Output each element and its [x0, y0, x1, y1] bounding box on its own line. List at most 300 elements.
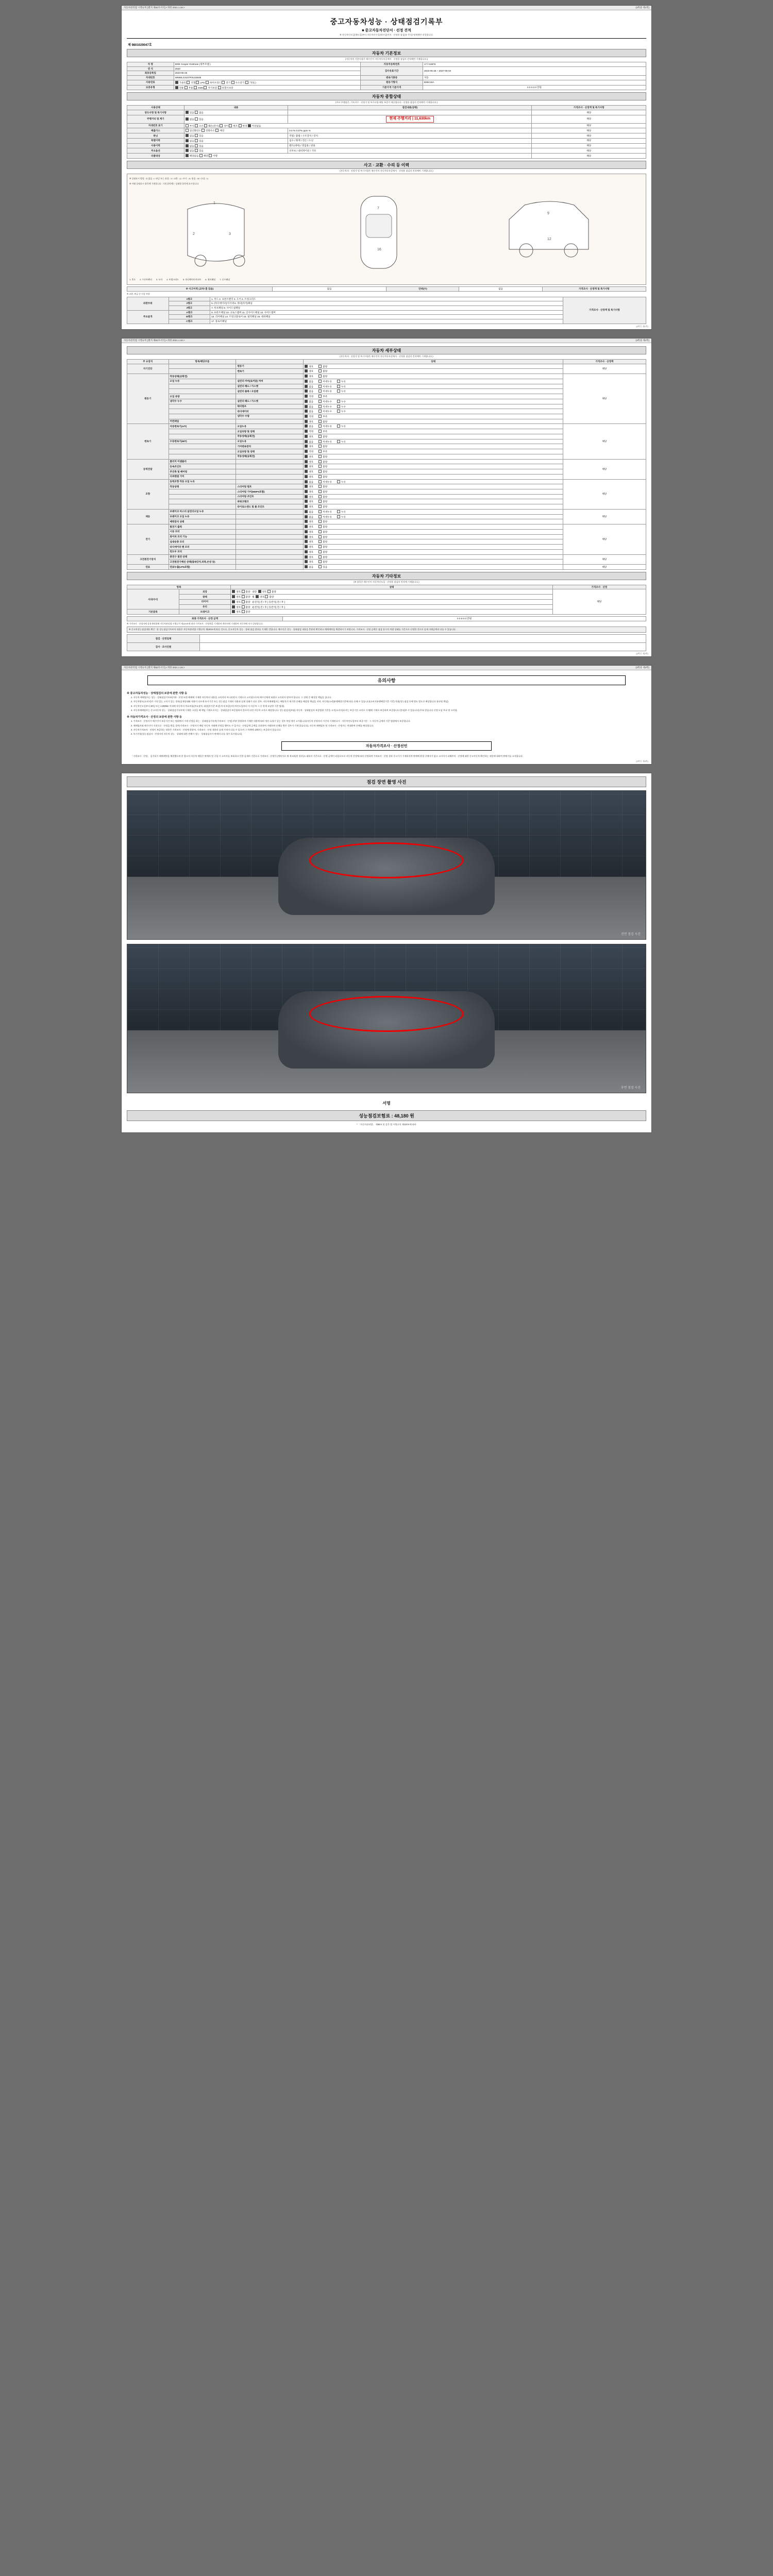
etc-item2-label: 내장: [252, 590, 257, 594]
cell-label: 차대번호: [127, 76, 174, 80]
fuel-option[interactable]: 전기: [222, 81, 230, 84]
option-checkbox[interactable]: 있음: [186, 111, 194, 114]
option-checkbox[interactable]: 없음: [186, 145, 194, 147]
basic-info-band: 자동차 기본정보: [127, 49, 646, 57]
option-checkbox[interactable]: 불량: [318, 546, 327, 548]
row-price: 해당: [532, 154, 646, 159]
car-top-diagram: [350, 189, 407, 276]
page-2: [121, 338, 652, 657]
device-item-label: [169, 504, 236, 510]
page-2-topbar: [122, 338, 651, 343]
option-checkbox[interactable]: 불량: [318, 536, 327, 538]
device-subitem-label: 작동상태(공회전): [236, 454, 304, 459]
option-checkbox[interactable]: 양호: [305, 526, 313, 528]
device-subitem-label: [236, 560, 304, 565]
option-checkbox[interactable]: 불량: [318, 540, 327, 543]
option-checkbox[interactable]: 불량: [242, 590, 250, 593]
option-checkbox[interactable]: 누유: [337, 440, 346, 443]
option-checkbox[interactable]: 불량: [318, 375, 327, 378]
cell-label: 원동기형식: [361, 80, 423, 85]
option-checkbox[interactable]: 누유: [337, 425, 346, 428]
etc-group-label: 사외/수리: [127, 589, 179, 609]
option-checkbox[interactable]: 양호: [305, 370, 313, 372]
row-detail: 적법 / 불법 / 구조장치 / 장치: [288, 133, 532, 139]
legend-item: 6. 쿼터패널: [205, 278, 216, 281]
option-checkbox[interactable]: 적정: [305, 415, 313, 418]
option-checkbox[interactable]: 없음: [186, 134, 194, 137]
row-detail: 선루프 / 내비게이션 / 기타: [288, 148, 532, 154]
option-checkbox[interactable]: 양호: [305, 490, 313, 493]
device-subitem-label: [236, 469, 304, 474]
option-checkbox[interactable]: 미세누수: [318, 410, 332, 413]
device-subitem-label: [236, 554, 304, 560]
inspection-fee-band: 성능점검보험료 : 48,180 원: [127, 1110, 646, 1121]
warranty-option[interactable]: 자기보증: [204, 87, 217, 89]
table-row: [127, 509, 646, 514]
fuel-option[interactable]: LPG: [196, 81, 205, 84]
fuel-option[interactable]: 디젤: [187, 81, 195, 84]
detail-sub: (자동차의 · 선정가 및 특기사항은 매수인이 자동차등록증에서 · 선정용 점검의 견적에만 기재합니다.): [340, 354, 433, 358]
option-checkbox[interactable]: 양호: [305, 476, 313, 478]
option-checkbox[interactable]: 양호: [305, 556, 313, 558]
option-checkbox[interactable]: 해당없음: [186, 155, 199, 157]
parts-rank-table: [127, 297, 646, 324]
option-checkbox[interactable]: 불량: [318, 505, 327, 508]
option-checkbox[interactable]: 없음: [305, 410, 313, 413]
device-subitem-label: [236, 529, 304, 534]
option-checkbox[interactable]: 부식: [186, 125, 194, 127]
option-checkbox[interactable]: 없음: [195, 111, 204, 114]
option-checkbox[interactable]: 불량: [318, 476, 327, 478]
option-checkbox[interactable]: 적정: [305, 395, 313, 398]
device-item-label: [169, 429, 236, 434]
option-checkbox[interactable]: 미세누유: [318, 440, 332, 443]
option-checkbox[interactable]: 불량: [318, 551, 327, 553]
row-label: 주요옵션: [127, 148, 184, 154]
device-state-options: [304, 389, 563, 394]
device-item-label: 오일 누유: [169, 379, 236, 384]
etc-item-label: 브레이크: [179, 609, 231, 615]
option-checkbox[interactable]: 없음: [305, 440, 313, 443]
option-checkbox[interactable]: 불량: [318, 470, 327, 473]
cell-label: 자동차등록번호: [361, 62, 423, 67]
page-3-topbar: [122, 666, 651, 670]
device-item-label: 수동변속기(M/T): [169, 439, 236, 444]
table-row: [127, 554, 646, 560]
photo-caption: 전면 점검 사진: [620, 933, 641, 936]
parts-items: 9. 프론트패널 10. 크로스멤버 11. 인사이드패널 12. 사이드멤버: [210, 310, 563, 315]
option-checkbox[interactable]: 미세누수: [318, 400, 332, 403]
row-label: 특별이력: [127, 138, 184, 143]
device-group-label: 전기: [127, 524, 169, 554]
option-checkbox[interactable]: 양호: [305, 520, 313, 523]
device-item-label: 시동 모터: [169, 529, 236, 534]
device-state-options: [304, 424, 563, 429]
device-group-label: 동력전달: [127, 459, 169, 479]
option-checkbox[interactable]: 양호: [305, 420, 313, 423]
etc-item-label: 광택: [179, 595, 231, 600]
option-checkbox[interactable]: 미세누유: [318, 390, 332, 393]
option-checkbox[interactable]: 불량: [318, 435, 327, 438]
option-checkbox[interactable]: 불량: [242, 601, 250, 603]
notice-paragraph: 2. 자동차양도(소비자)가 거짓 있는 고지가 있는 경우(실제상태와 내용이 다르게 표시기간 또는 성능점검 기재의 내용과 실제 상태가 다른 경우, 자동차매매업자는 해당자가 제기한 손해를 배상할 책임을 지며, 자동차(소비)분쟁해결기준에 따른 손해 수 있습니다(소비자분쟁해결기준 기준) 적용(성능점검 등에 별도 별도로 배상합니다 본다면 책임).: [131, 700, 449, 703]
basic-info-table: [127, 62, 646, 90]
option-checkbox[interactable]: 불량: [318, 485, 327, 488]
etc-options: [231, 609, 552, 615]
device-item-label: [169, 434, 236, 439]
option-checkbox[interactable]: 양호: [305, 365, 313, 368]
cell-value: 자동: [423, 76, 646, 80]
parts-rank-label: 1랭크: [169, 297, 210, 301]
option-checkbox[interactable]: 누수: [337, 400, 346, 403]
col-price: 가격조사 · 산정: [552, 585, 646, 589]
form-reference: 자동차관리법 시행규칙 [별지 제82호서식] <개정 2021.1.18.>: [124, 338, 185, 342]
accident-price-label: 가격조사 · 산정액 및 특기사항: [542, 286, 646, 291]
option-checkbox[interactable]: 있음: [195, 145, 204, 147]
option-checkbox[interactable]: 변조: [229, 125, 238, 127]
device-item-label: [169, 499, 236, 504]
signature-label: 점검 · 산정업체: [127, 635, 200, 643]
row-detail: [288, 110, 532, 115]
composite-state-table: [127, 105, 646, 158]
drive-label: 보증유형: [127, 85, 174, 90]
table-row: [127, 128, 646, 133]
device-group-label: 원동기: [127, 374, 169, 424]
device-subitem-label: 타이로드엔드 및 볼 조인트: [236, 504, 304, 510]
device-item-label: 작동상태(공회전): [169, 374, 236, 379]
option-checkbox[interactable]: 누유: [337, 516, 346, 518]
col-state: 상태: [304, 359, 563, 364]
total-note: ※ 가격조사 · 산정자에 상용계약위해 자동차관리법 시행규칙 제120조에 따라 가격조사 · 산정액을 기재하며 계약서에 기재하여 자동차에 의거 설명합니다.: [127, 622, 263, 625]
table-row: [127, 66, 646, 71]
form-reference: 자동차관리법 시행규칙 [별지 제82호서식] <개정 2021.1.18.>: [124, 666, 185, 669]
table-row: [127, 62, 646, 67]
option-checkbox[interactable]: 불량: [318, 455, 327, 458]
table-row: [127, 123, 646, 128]
row-label: 배출가스: [127, 128, 184, 133]
row-options: [184, 115, 288, 123]
device-state-options: [304, 499, 563, 504]
page-1: [121, 5, 652, 330]
cell-value: 2023-05-26 ~ 2027-05-04: [423, 66, 646, 75]
device-state-options: [304, 539, 563, 545]
option-checkbox[interactable]: 부족: [318, 430, 327, 433]
device-item-label: 커먼레일: [169, 419, 236, 424]
device-state-options: [304, 545, 563, 550]
row-options: [184, 154, 532, 159]
row-options: [184, 148, 288, 154]
option-checkbox[interactable]: 불량: [318, 465, 327, 468]
table-row: [127, 635, 646, 643]
page-4: [121, 773, 652, 1133]
option-checkbox[interactable]: 없음: [305, 481, 313, 483]
device-item-label: 연료누출(LPG포함): [169, 565, 236, 570]
option-checkbox[interactable]: 미세누유: [318, 425, 332, 428]
option-checkbox[interactable]: 해당: [199, 155, 208, 157]
option-checkbox[interactable]: 없음: [305, 400, 313, 403]
option-checkbox[interactable]: 이상없음: [248, 125, 261, 127]
row-price: 해당: [532, 133, 646, 139]
option-checkbox[interactable]: 있음: [195, 149, 204, 152]
detail-band: 자동차 세부상태: [127, 346, 646, 354]
option-checkbox[interactable]: 불량: [267, 590, 276, 593]
device-subitem-label: 워터펌프: [236, 404, 304, 409]
option-checkbox[interactable]: 누유: [337, 380, 346, 383]
option-checkbox[interactable]: 불량: [318, 500, 327, 503]
device-item-label: [169, 404, 236, 409]
option-checkbox[interactable]: 불량: [318, 556, 327, 558]
device-state-options: [304, 414, 563, 419]
page-1-topbar: [122, 6, 651, 10]
detail-body: [127, 364, 646, 569]
device-state-options: [304, 519, 563, 524]
option-checkbox[interactable]: 없음: [305, 511, 313, 513]
parts-items: 1. 후드 2. 프론트펜더 3. 도어 4. 트렁크리드: [210, 297, 563, 301]
option-checkbox[interactable]: 있음: [195, 118, 204, 121]
option-checkbox[interactable]: 불량: [242, 606, 250, 608]
option-checkbox[interactable]: 적정: [305, 450, 313, 453]
option-checkbox[interactable]: 양호: [232, 606, 241, 608]
cell-value: WMWLG3107P2U15648: [174, 76, 361, 80]
drive-option[interactable]: 전륜: [175, 87, 184, 89]
option-checkbox[interactable]: 상이: [220, 125, 228, 127]
device-subitem-label: 실린더 헤드 / 가스켓: [236, 384, 304, 389]
fuel-option[interactable]: 가솔린: [175, 81, 186, 84]
page-footer: (3쪽중 제3쪽): [636, 759, 648, 762]
device-state-options: [304, 384, 563, 389]
row-label: 차대번호 표기: [127, 123, 184, 128]
table-row: [127, 479, 646, 484]
option-checkbox[interactable]: 없음: [305, 516, 313, 518]
etc-item2-label: 운전석[ 전 / 후 ] 동반석[ 전 / 후 ]: [252, 600, 285, 603]
row-price: 해당: [532, 110, 646, 115]
device-item-label: 라디에이터 팬 모터: [169, 545, 236, 550]
device-item-label: 냉각수 누수: [169, 399, 236, 404]
device-item-label: 작동상태: [169, 484, 236, 489]
option-checkbox[interactable]: 양호: [232, 601, 241, 603]
option-checkbox[interactable]: 미세누수: [318, 405, 332, 408]
table-row: [127, 138, 646, 143]
option-checkbox[interactable]: 양호: [305, 485, 313, 488]
option-checkbox[interactable]: 누수: [337, 410, 346, 413]
option-checkbox[interactable]: 양호: [256, 596, 264, 598]
etc-sub: (※ 항목은 매수인이 자동차인도일 · 선정용 점검의 견적에 기재합니다.): [354, 580, 419, 583]
option-checkbox[interactable]: 있음: [195, 140, 204, 142]
highlight-oval: [309, 996, 464, 1032]
option-checkbox[interactable]: 미세누유: [318, 380, 332, 383]
device-subitem-label: 실린더 블록 / 오일팬: [236, 389, 304, 394]
fuel-option[interactable]: 하이브리드: [206, 81, 221, 84]
option-checkbox[interactable]: 부족: [318, 415, 327, 418]
cell-label: 변속기종류: [361, 76, 423, 80]
device-state-options: [304, 514, 563, 519]
device-price: 해당: [563, 459, 646, 479]
legend-item: 5. 라디에이터서포트: [182, 278, 201, 281]
option-checkbox[interactable]: 누유: [337, 481, 346, 483]
option-checkbox[interactable]: 변경: [239, 125, 247, 127]
signature-value[interactable]: [199, 635, 646, 643]
device-state-options: [304, 469, 563, 474]
table-row: [127, 589, 646, 595]
option-checkbox[interactable]: 양호: [305, 435, 313, 438]
option-checkbox[interactable]: 양호: [305, 531, 313, 533]
warranty-option[interactable]: 보험사보증: [218, 87, 233, 89]
option-checkbox[interactable]: 불량: [318, 461, 327, 463]
option-checkbox[interactable]: 누유: [337, 385, 346, 388]
device-group-label: 제동: [127, 509, 169, 524]
option-checkbox[interactable]: 누유: [337, 390, 346, 393]
option-checkbox[interactable]: 불량: [318, 370, 327, 372]
option-checkbox[interactable]: 있음: [318, 566, 327, 568]
option-checkbox[interactable]: 양호: [258, 590, 267, 593]
option-checkbox[interactable]: 적정: [305, 430, 313, 433]
option-checkbox[interactable]: 미세누유: [318, 511, 332, 513]
table-header-row: [127, 585, 646, 589]
parts-rank-label: B랭크: [169, 315, 210, 319]
device-subitem-label: 라디에이터: [236, 409, 304, 414]
svg-text:2: 2: [193, 232, 195, 236]
option-checkbox[interactable]: 있음: [195, 134, 204, 137]
option-checkbox[interactable]: 불량: [318, 420, 327, 423]
option-checkbox[interactable]: 불량: [318, 496, 327, 498]
drive-options: [174, 85, 361, 90]
option-checkbox[interactable]: 불량: [318, 526, 327, 528]
row-options: [184, 110, 288, 115]
device-subitem-label: 실린더 커버(로커암) 커버: [236, 379, 304, 384]
row-options: [184, 123, 532, 128]
option-checkbox[interactable]: 없음: [305, 390, 313, 393]
option-checkbox[interactable]: 부족: [318, 450, 327, 453]
parts-items: 17. 플로어패널: [210, 319, 563, 324]
option-checkbox[interactable]: 양호: [232, 590, 241, 593]
photo-caption: 후면 점검 사진: [620, 1086, 641, 1090]
parts-price-label: 가격조사 · 산정액 및 특기사항: [563, 297, 646, 324]
device-item-label: [169, 449, 236, 454]
option-checkbox[interactable]: 양호: [305, 561, 313, 563]
car-diagrams: [129, 187, 644, 277]
page-note: ※ 자동차인도일(매도일)부터 자동차인수일(매수일)까지 · 선정용 점검(유·무상) 명세에만 작성합니다.: [127, 33, 646, 39]
option-checkbox[interactable]: 훼손(전시): [204, 125, 219, 127]
notice-paragraph: 4. 자동차매매업자는 중고자동차 성능 · 상태점검기록부에 기재한 고장을 배 책임 기재으로서는 · 상태점검이 보증함하지 않으며 다만 자동차 고지로 배상합니다. 성능점검자(부품) 자동차 · 상태점검자 보증범위 기준을 고지(소비자)로서는 보증기간 고의로 기재(에 기재로 보증하며 보증합니다 본다(부 수 있습니다) 무효 않습니다 신정 도달 무료 및 고지함.: [131, 709, 458, 712]
parts-title: ※ 교환, 판금 등 이상 부위: [127, 292, 150, 295]
option-checkbox[interactable]: 양호: [232, 611, 241, 613]
option-checkbox[interactable]: 불량: [318, 365, 327, 368]
option-checkbox[interactable]: 양호: [305, 546, 313, 548]
parts-rank-label: 2랭크: [169, 301, 210, 306]
option-checkbox[interactable]: 양호: [232, 596, 241, 598]
option-checkbox[interactable]: 양호: [305, 465, 313, 468]
option-checkbox[interactable]: 없음: [305, 405, 313, 408]
option-checkbox[interactable]: 양호: [305, 496, 313, 498]
drive-option[interactable]: 후륜: [184, 87, 193, 89]
option-checkbox[interactable]: 미세누유: [318, 385, 332, 388]
option-checkbox[interactable]: 부족: [318, 395, 327, 398]
option-checkbox[interactable]: 이행: [209, 155, 217, 157]
option-checkbox[interactable]: 없음: [305, 380, 313, 383]
option-checkbox[interactable]: 양호: [305, 551, 313, 553]
device-subitem-label: [236, 464, 304, 469]
option-checkbox[interactable]: 없음: [305, 385, 313, 388]
device-subitem-label: [236, 524, 304, 530]
fuel-option[interactable]: 기타( ): [245, 81, 256, 84]
device-subitem-label: 오일유량 및 상태: [236, 449, 304, 454]
option-checkbox[interactable]: 양호: [305, 540, 313, 543]
device-subitem-label: [236, 545, 304, 550]
option-checkbox[interactable]: 불량: [318, 490, 327, 493]
option-checkbox[interactable]: 일산화탄소: [186, 129, 201, 132]
table-row: [127, 115, 646, 123]
cell-value: MINI Cooper Clubman (새부모델 ): [174, 62, 361, 67]
device-state-options: [304, 534, 563, 539]
option-checkbox[interactable]: 불량: [265, 596, 274, 598]
device-state-options: [304, 449, 563, 454]
option-checkbox[interactable]: 양호: [305, 536, 313, 538]
accident-unit-value: 없음: [459, 286, 542, 291]
option-checkbox[interactable]: 양호: [305, 455, 313, 458]
document-number: 제 9801029047호: [128, 44, 152, 47]
cell-label: 연 식: [127, 66, 174, 71]
option-checkbox[interactable]: 양호: [305, 445, 313, 448]
option-checkbox[interactable]: 불량: [318, 445, 327, 448]
drive-option[interactable]: 4WD: [194, 87, 203, 89]
option-checkbox[interactable]: 불량: [318, 520, 327, 523]
parts-items: 7. 루프패널 8. 사이드실패널: [210, 306, 563, 310]
table-row: [127, 459, 646, 464]
option-checkbox[interactable]: 매연: [215, 129, 224, 132]
fuel-option[interactable]: 수소전기: [231, 81, 245, 84]
option-checkbox[interactable]: 없음: [186, 149, 194, 152]
option-checkbox[interactable]: 양호: [305, 505, 313, 508]
device-state-options: [304, 364, 563, 369]
option-checkbox[interactable]: 누유: [337, 511, 346, 513]
option-checkbox[interactable]: 없음: [305, 425, 313, 428]
device-state-options: [304, 529, 563, 534]
option-checkbox[interactable]: 없음: [305, 566, 313, 568]
device-state-options: [304, 399, 563, 404]
device-state-options: [304, 509, 563, 514]
signature-value[interactable]: [199, 643, 646, 651]
option-checkbox[interactable]: 불량: [318, 531, 327, 533]
cell-value: 17오16576: [423, 62, 646, 67]
option-checkbox[interactable]: 불량: [242, 596, 250, 598]
option-checkbox[interactable]: 미세누유: [318, 516, 332, 518]
table-header-row: [127, 106, 646, 110]
option-checkbox[interactable]: 누수: [337, 405, 346, 408]
device-state-options: [304, 444, 563, 449]
device-subitem-label: [236, 394, 304, 399]
device-subitem-label: [236, 519, 304, 524]
option-checkbox[interactable]: 양호: [305, 500, 313, 503]
option-checkbox[interactable]: 오손: [195, 125, 204, 127]
option-checkbox[interactable]: 양호: [305, 461, 313, 463]
parts-rank-label: 3랭크: [169, 306, 210, 310]
option-checkbox[interactable]: 없음: [186, 118, 194, 121]
device-subitem-label: 파워크랭크: [236, 499, 304, 504]
option-checkbox[interactable]: 미세누유: [318, 481, 332, 483]
option-checkbox[interactable]: 불량: [318, 561, 327, 563]
row-options: [184, 133, 288, 139]
legend-item: 7. 루프패널: [220, 278, 230, 281]
option-checkbox[interactable]: 없음: [186, 140, 194, 142]
device-subitem-label: 스티어링 펌프: [236, 484, 304, 489]
option-checkbox[interactable]: 양호: [305, 375, 313, 378]
option-checkbox[interactable]: 탄화수소: [201, 129, 215, 132]
device-subitem-label: 원동기: [236, 364, 304, 369]
device-subitem-label: 변속기: [236, 369, 304, 374]
option-checkbox[interactable]: 양호: [305, 470, 313, 473]
device-item-label: 고전원전기배선 상태(접속단자,피복,손상 등): [169, 560, 236, 565]
option-checkbox[interactable]: 불량: [242, 611, 250, 613]
